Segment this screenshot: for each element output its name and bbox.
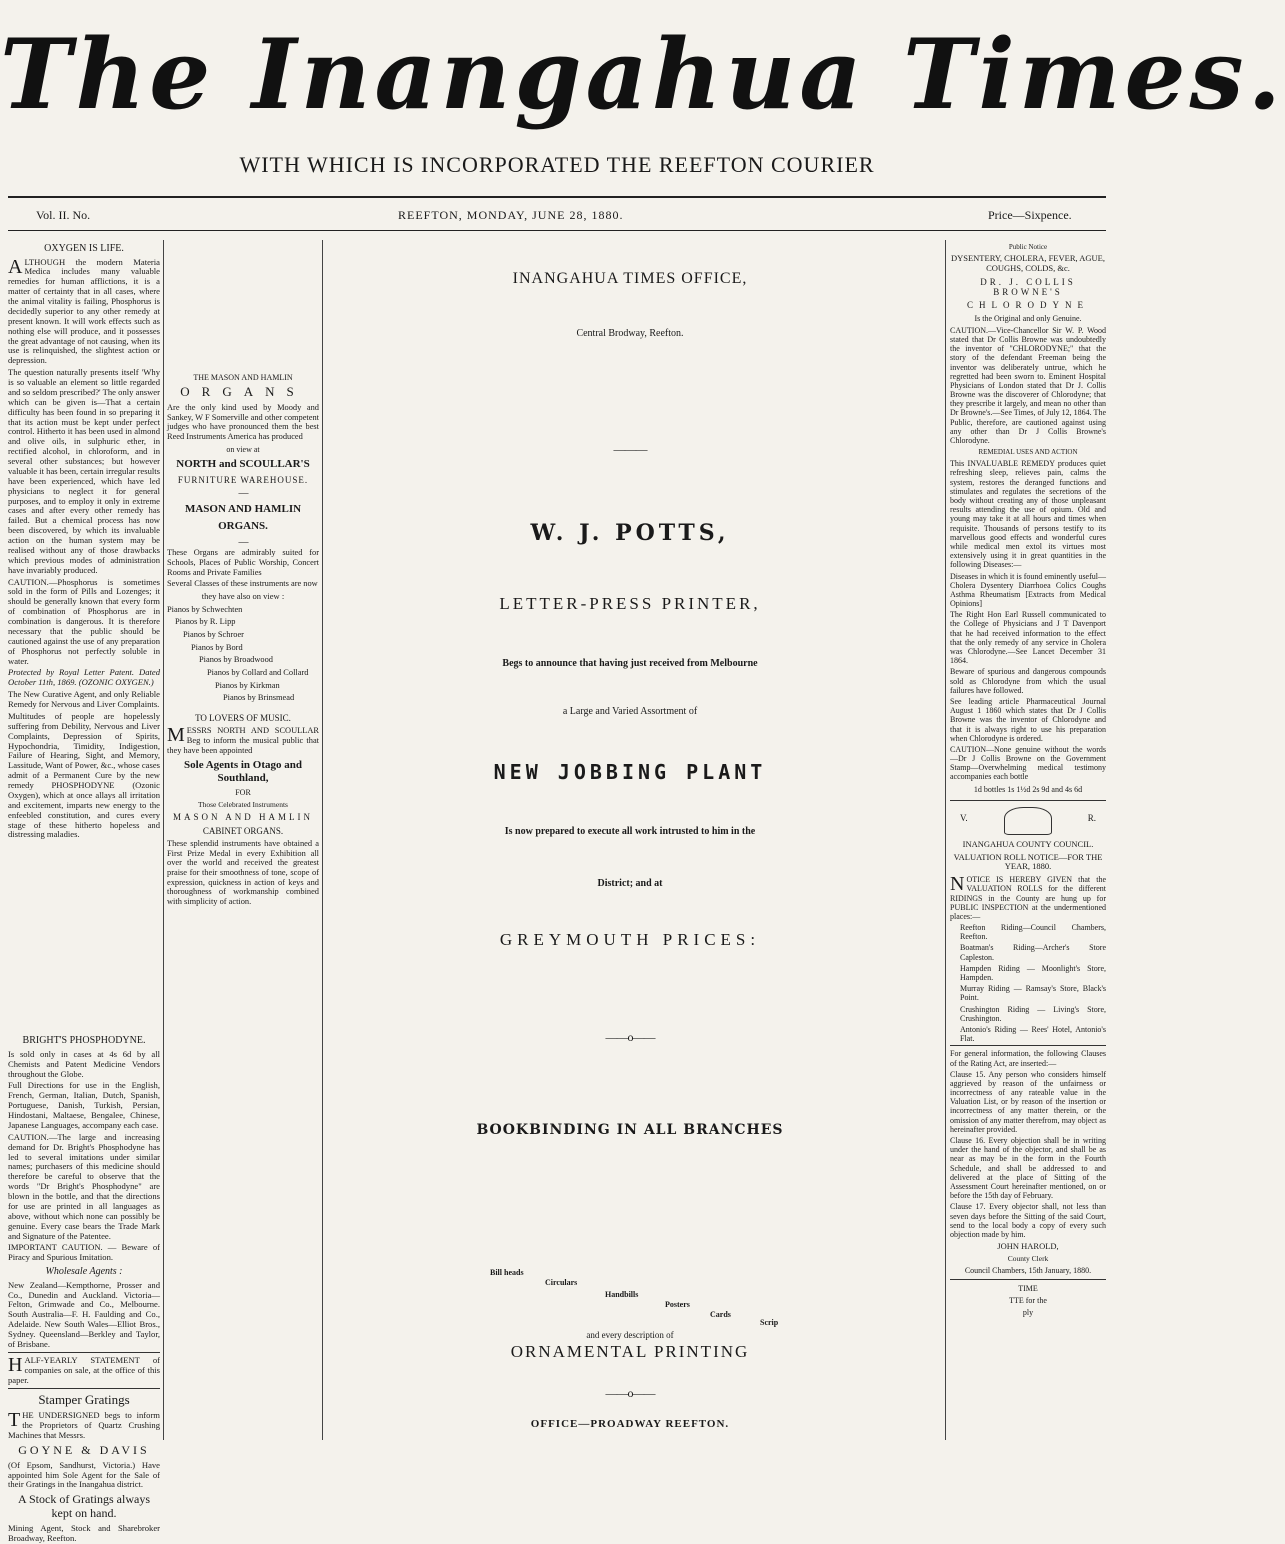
- piano-item: Pianos by Brinsmead: [223, 693, 295, 703]
- stamper-paragraph: Mining Agent, Stock and Sharebroker Broadway, Reefton.: [8, 1522, 160, 1543]
- piano-item: Pianos by Broadwood: [199, 655, 273, 665]
- remedial-heading: REMEDIAL USES AND ACTION: [978, 448, 1078, 457]
- riding-item: Murray Riding — Ramsay's Store, Black's Point.: [960, 984, 1106, 1003]
- dateline-rule: [8, 230, 1106, 231]
- stamper-paragraph: (Of Epsom, Sandhurst, Victoria.) Have appointed him Sole Agent for the Sale of their Gratings in the Inangahua district.: [8, 1459, 160, 1490]
- organs-heading: ORGANS: [180, 384, 306, 400]
- announce-line: Begs to announce that having just received from Melbourne: [502, 658, 758, 669]
- riding-item: Boatman's Riding—Archer's Store Capleston.: [960, 943, 1106, 962]
- bottom-fragment: TTE for the: [1009, 1295, 1047, 1305]
- organs-paragraph: Several Classes of these instruments are now: [167, 579, 318, 589]
- brights-heading: BRIGHT'S PHOSPHODYNE.: [22, 1035, 146, 1047]
- print-item: Cards: [710, 1310, 731, 1319]
- beware-paragraph: Beware of spurious and dangerous compounds sold as Chlorodyne from which the usual failures have followed.: [950, 667, 1106, 695]
- mason-heading: THE MASON AND HAMLIN: [193, 373, 293, 382]
- brights-paragraph: CAUTION.—The large and increasing demand for Dr. Bright's Phosphodyne has led to several imitations under similar names; purchasers of this medicine should therefore be careful to observe that the words "Dr Bright's Phosphodyne" are blown in the bottle, and that the directions for use are printed in all languages as above, without which none can possibly be genuine. Every case bears the Trade Mark and Signature of the Patentee.: [8, 1131, 160, 1241]
- piano-item: Pianos by Collard and Collard: [207, 667, 309, 677]
- separator: ——o——: [605, 1386, 655, 1400]
- halfyearly-notice: HALF-YEARLY STATEMENT of companies on sale, at the office of this paper.: [8, 1353, 160, 1385]
- organs-paragraph: Are the only kind used by Moody and Sankey, W F Somerville and other competent judges who have pronounced them the best Reed Instruments America has produced: [167, 403, 319, 442]
- dateline: REEFTON, MONDAY, JUNE 28, 1880.: [398, 208, 624, 222]
- organs-heading: ORGANS.: [218, 520, 268, 533]
- piano-item: Pianos by Kirkman: [215, 680, 280, 690]
- royal-crest-icon: [1004, 807, 1052, 835]
- office-address: Central Brodway, Reefton.: [576, 328, 684, 339]
- north-scoullar: NORTH and SCOULLAR'S: [176, 457, 310, 470]
- valuation-heading: VALUATION ROLL NOTICE—FOR THE YEAR, 1880.: [953, 851, 1103, 872]
- greymouth-prices: GREYMOUTH PRICES:: [499, 930, 761, 949]
- agents-heading: Wholesale Agents :: [45, 1266, 123, 1278]
- separator: —: [238, 536, 248, 548]
- column-rule: [163, 240, 164, 1440]
- print-item: Posters: [665, 1300, 690, 1309]
- council-chambers: Council Chambers, 15th January, 1880.: [964, 1266, 1092, 1276]
- clause-16: Clause 16. Every objection shall be in writing under the hand of the objector, and shall be as near as may be in the form in the Fourth Schedule, and shall be addressed to and delivered at the place of Sitting of the Assessment Court hereinafter mentioned, on or before the 15th day of February.: [950, 1136, 1106, 1201]
- stamper-paragraph: THE UNDERSIGNED begs to inform the Proprietors of Quartz Crushing Machines that Messrs.: [8, 1409, 160, 1441]
- patent-notice: Protected by Royal Letter Patent. Dated October 11th, 1869. (OZONIC OXYGEN.): [8, 667, 160, 688]
- oxygen-heading: OXYGEN IS LIFE.: [44, 243, 124, 254]
- original-genuine: Is the Original and only Genuine.: [974, 313, 1082, 323]
- riding-item: Hampden Riding — Moonlight's Store, Hampden.: [960, 963, 1106, 983]
- oxygen-paragraph: The New Curative Agent, and only Reliable Remedy for Nervous and Liver Complaints.: [8, 689, 160, 709]
- clauses-intro: For general information, the following Clauses of the Rating Act, are inserted:—: [950, 1045, 1106, 1067]
- remedy-paragraph: This INVALUABLE REMEDY produces quiet refreshing sleep, relieves pain, calms the system, restores the deranged functions and stimulates and regulates the secretions of the body without creating any of those unpleasant results attending the use of opium. Old and young may take it at all hours and times when requisite. Thousands of persons testify to its marvellous good effects and wonderful cures while medical men extol its virtues most extensively using it in great quantities in the following Diseases:—: [950, 459, 1106, 570]
- clause-17: Clause 17. Every objector shall, not less than seven days before the Sitting of the said Court, send to the local body a copy of every such objection made by him.: [950, 1202, 1106, 1239]
- signer-name: JOHN HAROLD,: [997, 1241, 1059, 1252]
- print-item: Scrip: [760, 1318, 779, 1327]
- printer-name: W. J. POTTS,: [530, 520, 730, 546]
- stock-notice: A Stock of Gratings always kept on hand.: [18, 1492, 150, 1521]
- masthead-rule: [8, 196, 1106, 198]
- riding-item: Antonio's Riding — Rees' Hotel, Antonio's Flat.: [960, 1024, 1106, 1044]
- column-organs: [167, 240, 319, 1440]
- assortment-line: a Large and Varied Assortment of: [562, 706, 698, 717]
- ornamental-printing: ORNAMENTAL PRINTING: [510, 1342, 750, 1361]
- earl-russell: The Right Hon Earl Russell communicated to the College of Physicians and J T Davenport that he had received information to the effect that the only remedy of any service in Cholera was Chlorodyne.—See Lancet December 31 1864.: [950, 610, 1106, 666]
- leading-article: See leading article Pharmaceutical Journal August 1 1860 which states that Dr J Collis Browne was the inventor of Chlorodyne and that it is always right to use his preparation when Chlorodyne is ordered.: [950, 696, 1106, 743]
- piano-item: Pianos by Schroer: [183, 629, 244, 639]
- vr-left: V.: [960, 812, 968, 823]
- for-label: FOR: [235, 788, 251, 798]
- print-item: Circulars: [545, 1278, 578, 1287]
- brights-paragraph: Full Directions for use in the English, French, German, Italian, Dutch, Spanish, Portuguese, Danish, Turkish, Persian, Hindostani, Maltaese, Bengalee, Chinese, Japanese Languages, accompany each case.: [8, 1080, 160, 1130]
- on-view: on view at: [226, 444, 260, 454]
- separator: ——o——: [605, 1030, 655, 1044]
- collis-browne: DR. J. COLLIS BROWNE'S: [980, 276, 1076, 297]
- cabinet-organs: CABINET ORGANS.: [202, 825, 284, 836]
- chlorodyne-caution: CAUTION.—Vice-Chancellor Sir W. P. Wood stated that Dr Collis Browne was undoubtedly the inventor of "CHLORODYNE;" that the story of the defendant Freeman being the inventor was deliberately untrue, which he regretted had been sworn to. Eminent Hospital Physicians of London stated that Dr J. Collis Browne was the discoverer of Chlorodyne; that they prescribe it largely, and mean no other than Dr Browne's.—See Times, of July 12, 1864. The Public, therefore, are cautioned against using any other than Dr J Collis Browne's Chlorodyne.: [950, 325, 1106, 446]
- office-line: OFFICE—PROADWAY REEFTON.: [530, 1418, 730, 1430]
- county-clerk: County Clerk: [1007, 1253, 1049, 1263]
- celebrated-label: Those Celebrated Instruments: [198, 799, 288, 809]
- pianos-list: [167, 605, 319, 703]
- column-rule: [322, 240, 323, 1440]
- ridings-list: [950, 923, 1106, 1043]
- brights-paragraph: IMPORTANT CAUTION. — Beware of Piracy and Spurious Imitation.: [8, 1242, 160, 1263]
- sole-agents: Sole Agents in Otago and Southland,: [184, 759, 302, 784]
- diseases-paragraph: Diseases in which it is found eminently useful—Cholera Dysentery Diarrhoea Colics Coughs Asthma Rheumatism [Extracts from Medical Opinions]: [950, 571, 1106, 609]
- chlorodyne-caution: CAUTION—None genuine without the words—Dr J Collis Browne on the Government Stamp—Overwhelming medical testimony accompanies each bottle: [950, 744, 1106, 782]
- mason-heading: MASON AND HAMLIN: [184, 503, 302, 516]
- public-notice: Public Notice: [1008, 243, 1048, 251]
- prepared-line: Is now prepared to execute all work intrusted to him in the: [504, 826, 756, 837]
- district-line: District; and at: [597, 878, 663, 889]
- vr-right: R.: [1087, 812, 1096, 823]
- chlorodyne: CHLORODYNE: [967, 300, 1089, 311]
- organs-paragraph: These Organs are admirably suited for Schools, Places of Public Worship, Concert Rooms and Private Families: [167, 548, 319, 577]
- riding-item: Crushington Riding — Living's Store, Crushington.: [960, 1004, 1106, 1023]
- furniture-warehouse: FURNITURE WAREHOUSE.: [177, 474, 309, 485]
- oxygen-paragraph: ALTHOUGH the modern Materia Medica includes many valuable remedies for human afflictions, it is a matter of certainty that in all cases, where the animal vitality is failing, Phosphorus is decidedly superior to any other remedy at present known. It will work effects such as nothing else will produce, and it possesses the great advantage of not causing, when its use is relinquished, the slightest action or depression.: [8, 255, 160, 366]
- agents-list: New Zealand—Kempthorne, Prosser and Co., Dunedin and Auckland. Victoria—Felton, Grimwade and Co., Melbourne. South Australia—F. H. Faulding and Co., Adelaide. New South Wales—Elliot Bros., Sydney. Queensland—Berkley and Taylor, of Brisbane.: [8, 1279, 160, 1349]
- lovers-paragraph: MESSRS NORTH AND SCOULLAR Beg to inform the musical public that they have been appointed: [167, 724, 319, 755]
- piano-item: Pianos by Schwechten: [167, 604, 243, 614]
- volume-number: Vol. II. No.: [36, 208, 91, 222]
- oxygen-paragraph: The question naturally presents itself 'Why is so valuable an element so little regarded and so seldom prescribed?' The only answer which can be given is—That a certain difficulty has been found in so preparing it that its action must be kept under perfect control. Hitherto it has been used in almond and olive oils, in sulphuric ether, in rectified alcohol, in chloroform, and in several other substances; but however valuable it has been, certain irregular results have been experienced, which have led physicians to neglect it for general purposes, and to employ it only in extreme cases and after every other remedy has failed. But a chemical process has now been discovered, by which its invaluable action on the human system may be realised without any of those drawbacks which previous modes of administration have invariably produced.: [8, 367, 160, 575]
- column-rule: [945, 240, 946, 1440]
- oxygen-paragraph: Multitudes of people are hopelessly suffering from Debility, Nervous and Liver Complaints, Depression of Spirits, Hypochondria, Timidity, Indigestion, Failure of Hearing, Sight, and Memory, Lassitude, Want of Power, &c., whose cases admit of a Permanent Cure by the new remedy PHOSPHODYNE (Ozonic Oxygen), which at once allays all irritation and excitement, imparts new energy to the enfeebled constitution, and cures every stage of these hitherto hopeless and distressing maladies.: [8, 710, 160, 840]
- also-on-view: they have also on view :: [201, 590, 285, 601]
- stamper-heading: Stamper Gratings: [8, 1388, 160, 1408]
- oxygen-caution: CAUTION.—Phosphorus is sometimes sold in the form of Pills and Lozenges; it should be generally known that every form of combination of Phosphorus are in combination is dangerous. It is therefore necessary that the public should be cautioned against the use of any preparation of Phosphorus not perfectly soluble in water.: [8, 576, 160, 666]
- bookbinding-line: BOOKBINDING IN ALL BRANCHES: [476, 1122, 784, 1138]
- print-item: Handbills: [605, 1290, 639, 1299]
- brights-paragraph: Is sold only in cases at 4s 6d by all Chemists and Patent Medicine Vendors throughout the Globe.: [8, 1048, 160, 1079]
- separator: ———: [613, 442, 647, 456]
- printer-trade: LETTER-PRESS PRINTER,: [499, 594, 761, 613]
- newspaper-subtitle: WITH WHICH IS INCORPORATED THE REEFTON COURIER: [239, 152, 875, 177]
- piano-item: Pianos by Bord: [191, 642, 243, 652]
- office-heading: INANGAHUA TIMES OFFICE,: [512, 270, 748, 287]
- bottom-fragment: TIME: [950, 1279, 1106, 1293]
- newspaper-title: The Inangahua Times.: [0, 18, 1285, 131]
- piano-item: Pianos by R. Lipp: [175, 617, 236, 627]
- jobbing-plant: NEW JOBBING PLANT: [493, 760, 767, 784]
- riding-item: Reefton Riding—Council Chambers, Reefton.: [960, 923, 1106, 942]
- column-left: [8, 240, 160, 1543]
- column-right: [950, 240, 1106, 1440]
- county-council: INANGAHUA COUNTY COUNCIL.: [962, 838, 1094, 849]
- valuation-notice: NOTICE IS HEREBY GIVEN that the VALUATION ROLLS for the different RIDINGS in the County are hung up for PUBLIC INSPECTION at the undermentioned places:—: [950, 873, 1106, 921]
- print-item: Bill heads: [490, 1268, 524, 1277]
- price: Price—Sixpence.: [988, 208, 1072, 222]
- bottle-prices: 1d bottles 1s 1½d 2s 9d and 4s 6d: [973, 784, 1083, 794]
- organs-paragraph: These splendid instruments have obtained a First Prize Medal in every Exhibition all over the world and received the greatest praise for their smoothness of tone, scope of expression, quickness in action of keys and thoroughness of workmanship combined with simplicity of action.: [167, 838, 319, 906]
- mason-heading: MASON AND HAMLIN: [172, 812, 313, 823]
- lovers-heading: TO LOVERS OF MUSIC.: [195, 712, 291, 723]
- masthead: [0, 0, 1285, 160]
- goyne-davis: GOYNE & DAVIS: [18, 1442, 150, 1457]
- clause-15: Clause 15. Any person who considers himself aggrieved by reason of the unfairness or incorrectness of any rateable value in the Valuation List, or by reason of the insertion or incorrectness of any matter therein, or the omission of any matter therefrom, may object as hereinafter provided.: [950, 1069, 1106, 1134]
- separator: —: [238, 487, 248, 499]
- bottom-fragment: ply: [1022, 1308, 1034, 1318]
- dysentery-heading: DYSENTERY, CHOLERA, FEVER, AGUE, COUGHS, COLDS, &c.: [950, 253, 1106, 273]
- every-description: and every description of: [586, 1330, 674, 1340]
